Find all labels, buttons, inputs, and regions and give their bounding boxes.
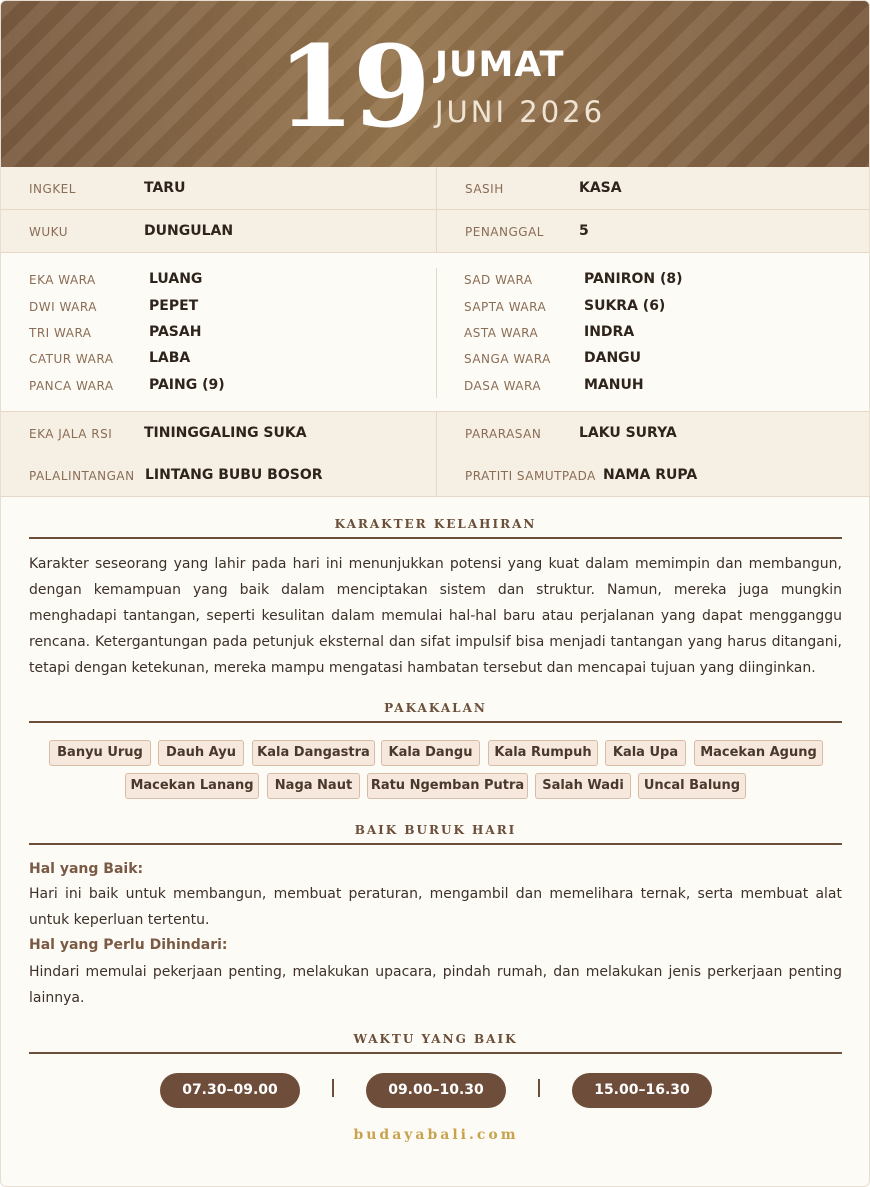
info-pratiti-samutpada — [436, 454, 870, 497]
wara-item — [464, 297, 864, 317]
section-title-waktu: WAKTU YANG BAIK — [353, 1032, 518, 1046]
wara-item — [29, 349, 429, 369]
info-eka-jala-rsi — [1, 412, 436, 455]
section-title-karakter: KARAKTER KELAHIRAN — [334, 517, 537, 531]
wara-item — [29, 270, 429, 290]
wara-label: ASTA WARA — [464, 326, 539, 340]
info-palalintangan — [1, 454, 436, 497]
section-rule — [29, 721, 842, 723]
info-row-ingkel-sasih — [1, 167, 870, 210]
wara-item — [464, 349, 864, 369]
wara-label: SAD WARA — [464, 273, 533, 287]
wara-value: MANUH — [584, 377, 644, 393]
pakakalan-chip: Salah Wadi — [535, 773, 631, 799]
good-heading: Hal yang Baik: — [29, 861, 144, 877]
info-pararasan — [436, 412, 870, 455]
wara-value: LUANG — [149, 271, 203, 287]
karakter-text: Karakter seseorang yang lahir pada hari ini menunjukkan potensi yang kuat dalam memimpin dan membangun, dengan kemampuan yang baik dalam menciptakan sistem dan struktur. Namun, mereka juga mungkin menghadapi tantangan, seperti kesulitan dalam memulai hal-hal baru atau perjalanan yang dapat mengganggu rencana. Ketergantungan pada petunjuk eksternal dan sifat impulsif bisa menjadi tantangan yang harus ditangani, tetapi dengan ketekunan, mereka mampu mengatasi hambatan tersebut dan mencapai tujuan yang diinginkan. — [29, 556, 842, 676]
pakakalan-chip: Kala Dangastra — [252, 740, 375, 766]
wara-item — [464, 270, 864, 290]
wara-item — [29, 323, 429, 343]
info-row-wuku-penanggal — [1, 210, 870, 253]
info-value: DUNGULAN — [144, 223, 234, 239]
info-row-eka-jala-rsi — [1, 412, 870, 455]
time-slot-pill: 09.00–10.30 — [366, 1073, 506, 1108]
section-rule — [29, 843, 842, 845]
info-value: TININGGALING SUKA — [144, 425, 307, 441]
info-value: NAMA RUPA — [603, 467, 698, 483]
wara-label: TRI WARA — [29, 326, 92, 340]
info-label: PARARASAN — [465, 427, 542, 441]
avoid-heading: Hal yang Perlu Dihindari: — [29, 937, 228, 953]
info-ingkel — [1, 167, 436, 210]
info-label: EKA JALA RSI — [29, 427, 113, 441]
info-row-palalintangan — [1, 454, 870, 497]
info-label: PALALINTANGAN — [29, 469, 135, 483]
info-value: LAKU SURYA — [579, 425, 677, 441]
pakakalan-chip: Naga Naut — [267, 773, 360, 799]
pakakalan-chip: Macekan Agung — [694, 740, 823, 766]
info-value: TARU — [144, 180, 186, 196]
pakakalan-chip: Banyu Urug — [49, 740, 151, 766]
wara-label: SAPTA WARA — [464, 300, 547, 314]
wara-value: PEPET — [149, 298, 199, 314]
info-penanggal — [436, 210, 870, 253]
time-slot-pill: 07.30–09.00 — [160, 1073, 300, 1108]
info-label: PRATITI SAMUTPADA — [465, 469, 596, 483]
good-text: Hari ini baik untuk membangun, membuat peraturan, mengambil dan memelihara ternak, serta membuat alat untuk keperluan tertentu. — [29, 886, 842, 928]
info-label: INGKEL — [29, 182, 76, 196]
wara-item — [29, 297, 429, 317]
wara-label: EKA WARA — [29, 273, 96, 287]
wara-value: INDRA — [584, 324, 635, 340]
pakakalan-chip: Kala Rumpuh — [488, 740, 598, 766]
wara-grid — [1, 254, 870, 412]
time-slot-separator — [332, 1079, 334, 1097]
info-label: PENANGGAL — [465, 225, 544, 239]
wara-value: PANIRON (8) — [584, 271, 683, 287]
wara-item — [464, 323, 864, 343]
pakakalan-chip: Kala Upa — [605, 740, 686, 766]
section-title-baik-buruk: BAIK BURUK HARI — [354, 823, 517, 837]
wara-value: PASAH — [149, 324, 202, 340]
avoid-text: Hindari memulai pekerjaan penting, melakukan upacara, pindah rumah, dan melakukan jenis perkerjaan penting lainnya. — [29, 964, 842, 1006]
info-value: LINTANG BUBU BOSOR — [145, 467, 323, 483]
wara-label: CATUR WARA — [29, 352, 114, 366]
section-rule — [29, 537, 842, 539]
info-label: WUKU — [29, 225, 68, 239]
wara-item — [29, 376, 429, 396]
day-name: JUMAT — [435, 45, 565, 85]
pakakalan-chip: Uncal Balung — [638, 773, 746, 799]
month-year: JUNI 2026 — [435, 95, 606, 129]
time-slot-pill: 15.00–16.30 — [572, 1073, 712, 1108]
pakakalan-chip: Kala Dangu — [381, 740, 480, 766]
wara-label: DASA WARA — [464, 379, 542, 393]
info-sasih — [436, 167, 870, 210]
wara-divider — [436, 268, 437, 398]
wara-value: DANGU — [584, 350, 642, 366]
info-value: 5 — [579, 223, 589, 239]
wara-value: PAING (9) — [149, 377, 225, 393]
wara-label: SANGA WARA — [464, 352, 551, 366]
wara-value: SUKRA (6) — [584, 298, 666, 314]
wara-value: LABA — [149, 350, 191, 366]
info-wuku — [1, 210, 436, 253]
info-label: SASIH — [465, 182, 504, 196]
wara-item — [464, 376, 864, 396]
wara-label: DWI WARA — [29, 300, 97, 314]
pakakalan-chip: Macekan Lanang — [125, 773, 259, 799]
time-slot-separator — [538, 1079, 540, 1097]
section-rule — [29, 1052, 842, 1054]
pakakalan-chip: Dauh Ayu — [158, 740, 244, 766]
section-title-pakakalan: PAKAKALAN — [384, 701, 487, 715]
info-value: KASA — [579, 180, 622, 196]
footer-site-name: budayabali.com — [353, 1127, 519, 1143]
day-number: 19 — [277, 22, 429, 153]
date-header — [1, 1, 870, 167]
pakakalan-chip: Ratu Ngemban Putra — [367, 773, 528, 799]
wara-label: PANCA WARA — [29, 379, 114, 393]
